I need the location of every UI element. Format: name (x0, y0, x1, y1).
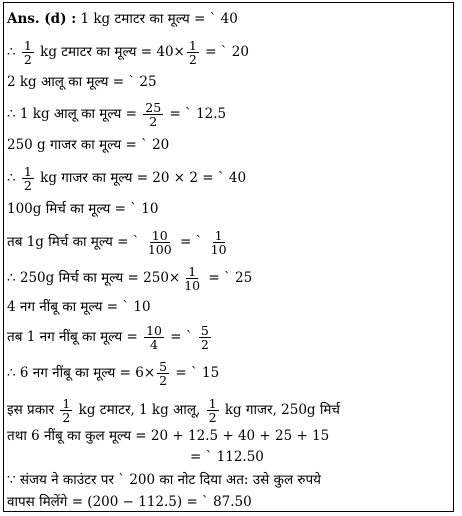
fraction (182, 265, 202, 292)
denominator: 100 (147, 242, 172, 257)
line-text: तब 1 नग नींबू का मूल्य = (7, 329, 143, 345)
answer-line-17 (7, 494, 252, 510)
line-text: ∴ (7, 44, 20, 60)
line-text: ∵ संजय ने काउंटर पर ` 200 का नोट दिया अत: उसे कुल रुपये (7, 472, 321, 488)
line-text: = ` 25 (204, 270, 253, 286)
line-text: = ` 12.5 (165, 106, 227, 122)
line-text: 250 g गाजर का मूल्य = ` 20 (7, 137, 170, 153)
line-text: kg टमाटर का मूल्य = 40× (35, 44, 185, 60)
answer-line-11 (7, 324, 213, 351)
answer-line-12 (7, 360, 219, 387)
denominator: 2 (188, 52, 197, 67)
line-text: ∴ 250g मिर्च का मूल्य = 250× (7, 270, 181, 286)
numerator: 1 (23, 164, 32, 179)
fraction (187, 39, 199, 66)
line-text: = ` 112.50 (190, 449, 264, 465)
line-text: kg गाजर, 250g मिर्च (220, 402, 340, 418)
line-text: तथा 6 नींबू का कुल मूल्य = 20 + 12.5 + 40 + 25 + 15 (7, 428, 330, 444)
fraction (144, 324, 164, 351)
denominator: 2 (23, 178, 32, 193)
denominator: 2 (149, 114, 158, 129)
line-text: 1 kg टमाटर का मूल्य = ` 40 (76, 11, 238, 27)
numerator: 1 (188, 38, 197, 53)
numerator: 10 (146, 323, 162, 338)
numerator: 1 (23, 38, 32, 53)
numerator: 10 (151, 228, 168, 243)
fraction (199, 324, 211, 351)
fraction (157, 360, 169, 387)
fraction (146, 229, 174, 256)
answer-line-5 (7, 137, 169, 153)
denominator: 2 (208, 410, 217, 425)
line-text: ∴ (7, 170, 20, 186)
answer-line-3 (7, 74, 157, 90)
fraction (207, 397, 219, 424)
answer-line-7 (7, 201, 158, 217)
answer-line-13 (7, 397, 340, 424)
line-text: = ` (175, 234, 207, 250)
numerator: 1 (62, 396, 71, 411)
line-text: 100g मिर्च का मूल्य = ` 10 (7, 201, 159, 217)
denominator: 10 (184, 278, 201, 293)
line-text: 2 kg आलू का मूल्य = ` 25 (7, 74, 157, 90)
numerator: 5 (159, 359, 168, 374)
line-text: ∴ 6 नग नींबू का मूल्य = 6× (7, 365, 156, 381)
line-text: = ` 15 (171, 365, 220, 381)
answer-line-8 (7, 229, 231, 256)
answer-label: Ans. (d) : (7, 11, 77, 27)
answer-line-10 (7, 299, 151, 315)
denominator: 2 (159, 373, 168, 388)
fraction (22, 165, 34, 192)
line-text: = ` 20 (200, 44, 249, 60)
denominator: 2 (23, 52, 32, 67)
numerator: 1 (188, 264, 197, 279)
denominator: 2 (200, 337, 209, 352)
denominator: 10 (210, 242, 227, 257)
answer-line-2 (7, 39, 249, 66)
answer-line-16 (7, 472, 321, 488)
line-text: ∴ 1 kg आलू का मूल्य = (7, 106, 142, 122)
line-text: kg गाजर का मूल्य = 20 × 2 = ` 40 (35, 170, 247, 186)
answer-box (3, 2, 454, 512)
line-text: kg टमाटर, 1 kg आलू, (74, 402, 205, 418)
answer-line-6 (7, 165, 246, 192)
line-text: वापस मिलेंगे = (200 − 112.5) = ` 87.50 (7, 494, 252, 510)
line-text: 4 नग नींबू का मूल्य = ` 10 (7, 299, 151, 315)
denominator: 2 (62, 410, 71, 425)
answer-line-14 (7, 428, 329, 444)
numerator: 1 (208, 396, 217, 411)
fraction (60, 397, 72, 424)
fraction (143, 101, 163, 128)
answer-line-9 (7, 265, 252, 292)
numerator: 5 (200, 323, 209, 338)
fraction (209, 229, 229, 256)
line-text: इस प्रकार (7, 402, 59, 418)
answer-line-4 (7, 101, 226, 128)
answer-line-15 (190, 449, 264, 465)
answer-line-1 (7, 11, 238, 27)
numerator: 1 (214, 228, 223, 243)
fraction (22, 39, 34, 66)
line-text: तब 1g मिर्च का मूल्य = ` (7, 234, 144, 250)
denominator: 4 (150, 337, 158, 352)
numerator: 25 (145, 100, 162, 115)
line-text: = ` (165, 329, 197, 345)
